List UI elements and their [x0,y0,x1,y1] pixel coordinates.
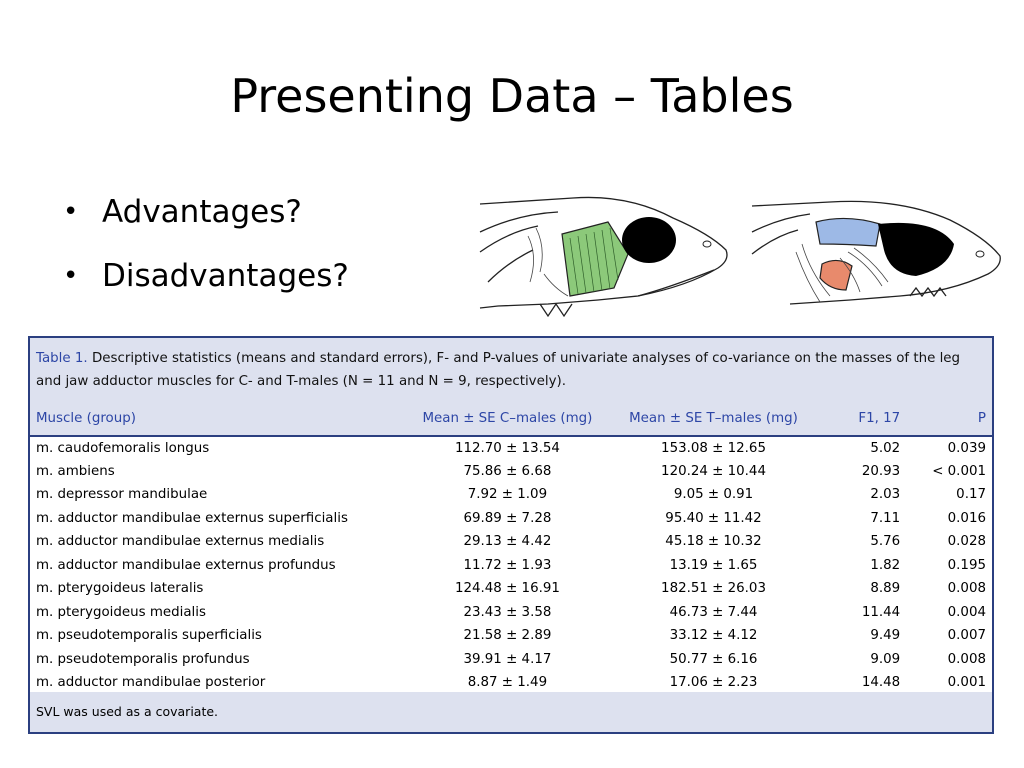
cell-muscle: m. adductor mandibulae externus profundus [36,557,336,573]
table-row [30,530,992,554]
cell-c-males: 112.70 ± 13.54 [454,440,560,456]
descriptive-statistics-table [30,402,992,695]
table-caption-text: Descriptive statistics (means and standard errors), F- and P-values of univariate analyses of co-variance on the masses of the leg and jaw adductor muscles for C- and T-males (N = 11 and N = 9, respectively). [36,351,961,389]
table-row [30,507,992,531]
cell-t-males: 182.51 ± 26.03 [661,581,766,597]
cell-f: 14.48 [861,675,901,691]
table-caption [30,338,992,402]
table-row [30,671,992,695]
cell-p: 0.008 [947,581,986,597]
lizard-head-lateral-image [478,192,735,330]
cell-p: 0.016 [947,510,986,526]
cell-f: 2.03 [870,487,901,503]
cell-f: 1.82 [870,557,901,573]
cell-t-males: 153.08 ± 12.65 [661,440,766,456]
cell-t-males: 13.19 ± 1.65 [669,557,758,573]
cell-muscle: m. pterygoideus lateralis [36,581,204,597]
cell-c-males: 124.48 ± 16.91 [454,581,560,597]
bullet-dot-icon: • [63,261,79,291]
table-footnote: SVL was used as a covariate. [30,692,992,732]
cell-p: 0.004 [947,604,986,620]
bullet-text: Advantages? [102,194,302,230]
cell-muscle: m. pseudotemporalis profundus [36,651,250,667]
cell-p: 0.008 [947,651,986,667]
cell-p: 0.028 [947,534,986,550]
table-caption-label: Table 1. [36,351,88,366]
cell-c-males: 39.91 ± 4.17 [463,651,552,667]
cell-c-males: 75.86 ± 6.68 [463,463,552,479]
cell-muscle: m. caudofemoralis longus [36,440,210,456]
cell-f: 20.93 [861,463,901,479]
lizard-head-deep-image [750,192,1008,330]
table-body [30,436,992,695]
table-row [30,483,992,507]
cell-c-males: 11.72 ± 1.93 [463,557,552,573]
cell-t-males: 95.40 ± 11.42 [665,510,762,526]
cell-f: 9.09 [870,651,901,667]
cell-muscle: m. adductor mandibulae posterior [36,675,266,691]
cell-t-males: 9.05 ± 0.91 [673,487,754,503]
cell-c-males: 69.89 ± 7.28 [463,510,552,526]
table-row [30,624,992,648]
cell-t-males: 17.06 ± 2.23 [669,675,758,691]
cell-muscle: m. pterygoideus medialis [36,604,206,620]
table-row [30,577,992,601]
table-row [30,554,992,578]
cell-f: 5.02 [870,440,901,456]
cell-muscle: m. ambiens [36,463,115,479]
cell-muscle: m. adductor mandibulae externus superficialis [36,510,348,526]
table-row [30,436,992,460]
cell-p: 0.039 [947,440,986,456]
cell-p: 0.195 [947,557,986,573]
cell-p: 0.001 [947,675,986,691]
bullet-item [58,254,349,318]
cell-muscle: m. depressor mandibulae [36,487,208,503]
cell-c-males: 23.43 ± 3.58 [463,604,552,620]
cell-t-males: 46.73 ± 7.44 [669,604,758,620]
cell-t-males: 120.24 ± 10.44 [661,463,766,479]
cell-f: 5.76 [870,534,901,550]
cell-c-males: 8.87 ± 1.49 [467,675,548,691]
column-header-p: P [926,402,992,436]
cell-f: 11.44 [861,604,901,620]
bullet-text: Disadvantages? [102,258,349,294]
column-header-t-males: Mean ± SE T–males (mg) [609,402,819,436]
column-header-c-males: Mean ± SE C–males (mg) [406,402,608,436]
cell-muscle: m. pseudotemporalis superficialis [36,628,262,644]
bullet-list [58,190,349,318]
table-row [30,648,992,672]
cell-f: 7.11 [870,510,901,526]
bullet-item [58,190,349,254]
cell-p: 0.17 [956,487,986,503]
table-row [30,460,992,484]
column-header-f: F1, 17 [818,402,926,436]
cell-c-males: 29.13 ± 4.42 [463,534,552,550]
cell-p: < 0.001 [932,463,986,479]
cell-t-males: 45.18 ± 10.32 [665,534,762,550]
cell-c-males: 21.58 ± 2.89 [463,628,552,644]
table-row [30,601,992,625]
slide-title: Presenting Data – Tables [230,69,794,123]
cell-f: 9.49 [870,628,901,644]
cell-t-males: 50.77 ± 6.16 [669,651,758,667]
cell-t-males: 33.12 ± 4.12 [669,628,758,644]
bullet-dot-icon: • [63,197,79,227]
cell-c-males: 7.92 ± 1.09 [467,487,548,503]
cell-muscle: m. adductor mandibulae externus medialis [36,534,325,550]
data-table-panel [28,336,994,734]
column-header-muscle: Muscle (group) [30,402,406,436]
table-header-row [30,402,992,436]
cell-f: 8.89 [870,581,901,597]
cell-p: 0.007 [947,628,986,644]
